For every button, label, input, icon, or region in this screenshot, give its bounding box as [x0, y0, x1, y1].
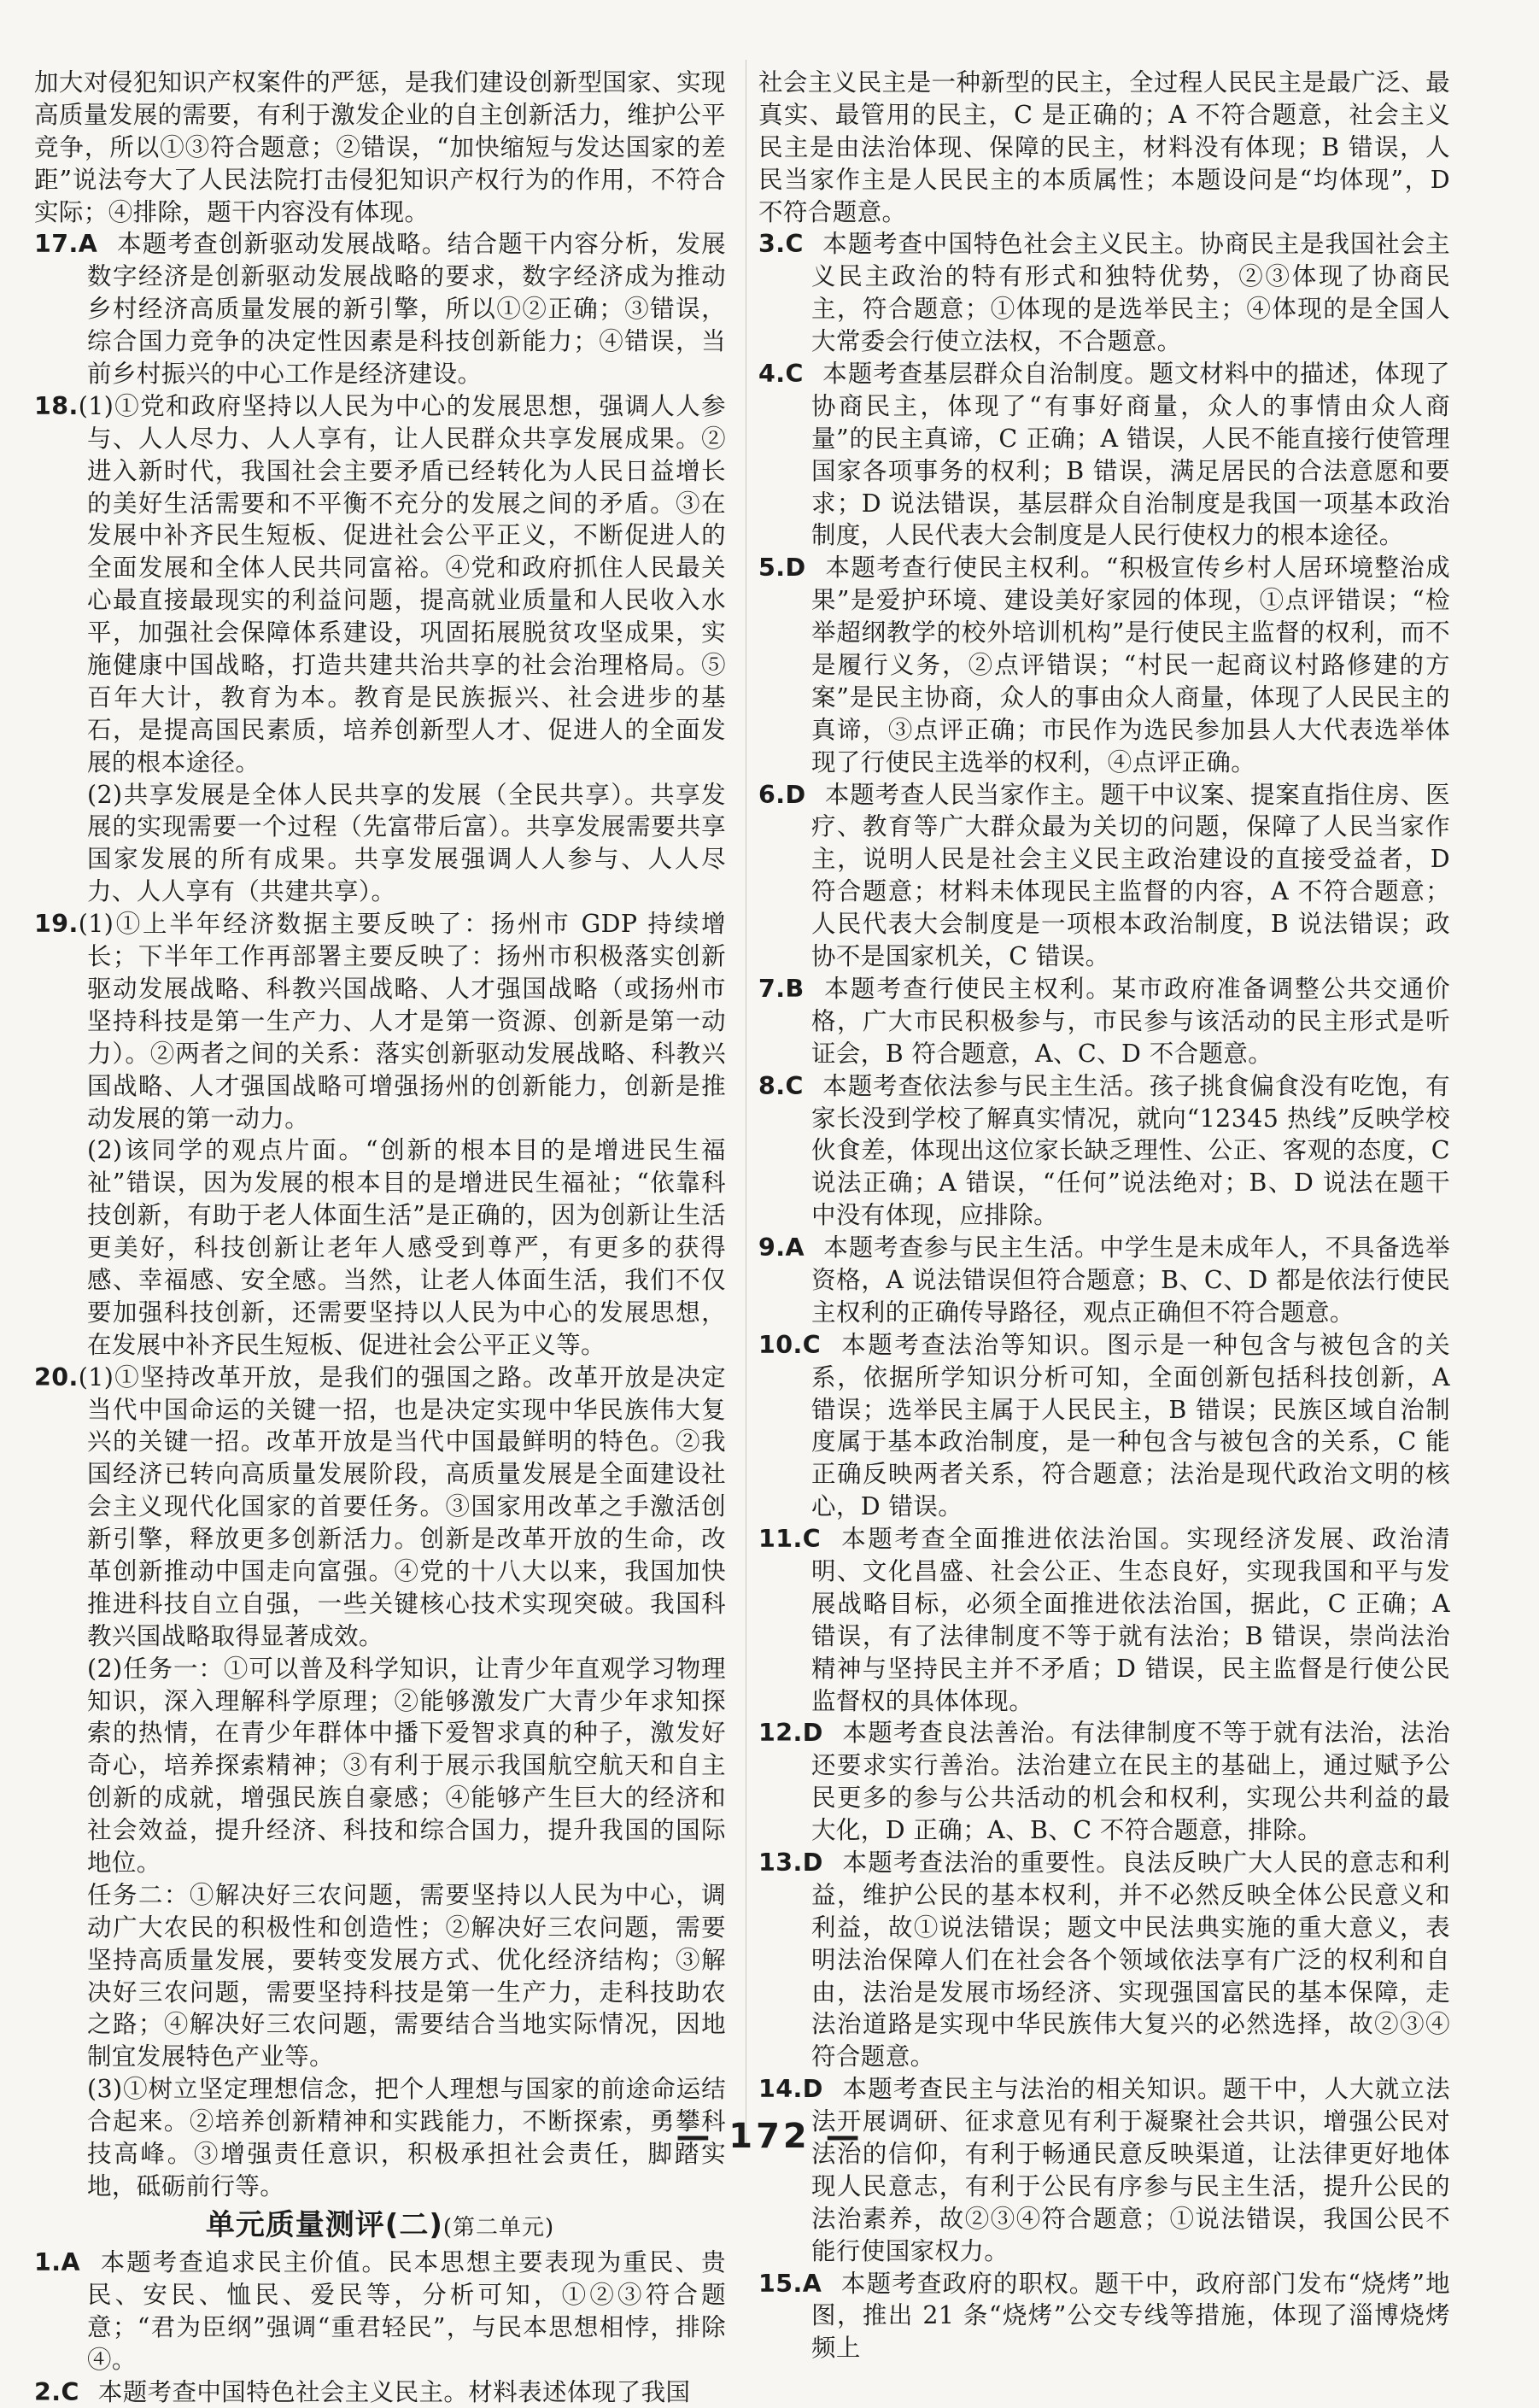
item-text: 本题考查依法参与民主生活。孩子挑食偏食没有吃饱，有家长没到学校了解真实情况，就向“12345 热线”反映学校伙食差，体现出这位家长缺乏理性、公正、客观的态度，C 说法正确；A 错误，“任何”说法绝对；B、D 说法在题干中没有体现，应排除。	[811, 1071, 1450, 1230]
item-text: 本题考查法治等知识。图示是一种包含与被包含的关系，依据所学知识分析可知，全面创新包括科技创新，A 错误；选举民主属于人民民主，B 错误；民族区域自治制度属于基本政治制度，是一种包含与被包含的关系，C 能正确反映两者关系，符合题意；法治是现代政治文明的核心，D 错误。	[811, 1330, 1450, 1521]
answer-item	[34, 228, 726, 390]
answer-item	[758, 1523, 1450, 1717]
item-number: 18.	[34, 391, 79, 420]
item-text: 本题考查人民当家作主。题干中议案、提案直指住房、医疗、教育等广大群众最为关切的问题，保障了人民当家作主，说明人民是社会主义民主政治建设的直接受益者，D 符合题意；材料未体现民主监督的内容，A 不符合题意；人民代表大会制度是一项根本政治制度，B 说法错误；政协不是国家机关，C 错误。	[811, 780, 1450, 971]
item-answer: D	[785, 780, 806, 809]
answer-item	[34, 2247, 726, 2376]
item-text: (1)①上半年经济数据主要反映了：扬州市 GDP 持续增长；下半年工作再部署主要反映了：扬州市积极落实创新驱动发展战略、科教兴国战略、人才强国战略（或扬州市坚持科技是第一生产力、人才是第一资源、创新是第一动力）。②两者之间的关系：落实创新驱动发展战略、科教兴国战略、人才强国战略可增强扬州的创新能力，创新是推动发展的第一动力。	[78, 910, 726, 1133]
item-number: 6.	[758, 780, 786, 809]
item-text: 本题考查全面推进依法治国。实现经济发展、政治清明、文化昌盛、社会公正、生态良好，实现我国和平与发展战略目标，必须全面推进依法治国，据此，C 正确；A 错误，有了法律制度不等于就有法治；B 错误，崇尚法治精神与坚持民主并不矛盾；D 错误，民主监督是行使公民监督权的具体体现。	[811, 1525, 1450, 1715]
item-text: 本题考查中国特色社会主义民主。材料表述体现了我国	[97, 2377, 691, 2406]
item-answer: D	[802, 1719, 823, 1748]
item-text: (1)①党和政府坚持以人民为中心的发展思想，强调人人参与、人人尽力、人人享有，让人民群众共享发展成果。②进入新时代，我国社会主要矛盾已经转化为人民日益增长的美好生活需要和不平衡不充分的发展之间的矛盾。③在发展中补齐民生短板、促进社会公平正义，不断促进人的全面发展和全体人民共同富裕。④党和政府抓住人民最关心最直接最现实的利益问题，提高就业质量和人民收入水平，加强社会保障体系建设，巩固拓展脱贫攻坚成果，实施健康中国战略，打造共建共治共享的社会治理格局。⑤百年大计，教育为本。教育是民族振兴、社会进步的基石，是提高国民素质，培养创新型人才、促进人的全面发展的根本途径。	[78, 391, 726, 776]
section-title-text: 单元质量测评(二)	[205, 2207, 443, 2242]
item-subpart: 任务二：①解决好三农问题，需要坚持以人民为中心，调动广大农民的积极性和创造性；②解决好三农问题，需要坚持高质量发展，要转变发展方式、优化经济结构；③解决好三农问题，需要坚持科技是第一生产力，走科技助农之路；④解决好三农问题，需要结合当地实际情况，因地制宜发展特色产业等。	[87, 1880, 726, 2071]
item-answer: C	[61, 2377, 79, 2406]
answer-item	[758, 1847, 1450, 2073]
answer-item	[758, 552, 1450, 778]
item-text: 本题考查中国特色社会主义民主。协商民主是我国社会主义民主政治的特有形式和独特优势，②③体现了协商民主，符合题意；①体现的是选举民主；④体现的是全国人大常委会行使立法权，不合题意。	[811, 230, 1450, 356]
item-subpart: (2)该同学的观点片面。“创新的根本目的是增进民生福祉”错误，因为发展的根本目的是增进民生福祉；“依靠科技创新，有助于老人体面生活”是正确的，因为创新让生活更美好，科技创新让老年人感受到尊严，有更多的获得感、幸福感、安全感。当然，让老人体面生活，我们不仅要加强科技创新，还需要坚持以人民为中心的发展思想，在发展中补齐民生短板、促进社会公平正义等。	[87, 1136, 726, 1359]
item-answer: A	[61, 2248, 80, 2276]
item-subpart: (2)任务一：①可以普及科学知识，让青少年直观学习物理知识，深入理解科学原理；②能够激发广大青少年求知探索的热情，在青少年群体中播下爱智求真的种子，激发好奇心，培养探索精神；③有利于展示我国航空航天和自主创新的成就，增强民族自豪感；④能够产生巨大的经济和社会效益，提升经济、科技和综合国力，提升我国的国际地位。	[87, 1654, 726, 1877]
page-number: — 172 —	[676, 2117, 863, 2156]
item-answer: A	[78, 230, 98, 259]
item-answer: C	[785, 230, 804, 259]
item-number: 10.	[758, 1330, 803, 1359]
answer-item	[758, 973, 1450, 1070]
item-subpart: (3)①树立坚定理想信念，把个人理想与国家的前途命运结合起来。②培养创新精神和实践能力，不断探索，勇攀科技高峰。③增强责任意识，积极承担社会责任，脚踏实地，砥砺前行等。	[87, 2075, 726, 2200]
item-text: 本题考查追求民主价值。民本思想主要表现为重民、贵民、安民、恤民、爱民等，分析可知，①②③符合题意；“君为臣纲”强调“重君轻民”，与民本思想相悖，排除④。	[87, 2248, 726, 2374]
item-number: 8.	[758, 1071, 786, 1100]
item-text: 本题考查参与民主生活。中学生是未成年人，不具备选举资格，A 说法错误但符合题意；B、C、D 都是依法行使民主权利的正确传导路径，观点正确但不符合题意。	[811, 1233, 1450, 1327]
item-number: 3.	[758, 230, 786, 259]
answer-item	[34, 1362, 726, 1653]
answer-item	[758, 358, 1450, 552]
item-number: 19.	[34, 910, 79, 939]
item-number: 15.	[758, 2269, 803, 2298]
item-number: 13.	[758, 1848, 803, 1877]
item-answer: C	[785, 360, 804, 389]
item-number: 2.	[34, 2377, 61, 2406]
item-number: 9.	[758, 1233, 786, 1263]
item-number: 12.	[758, 1719, 803, 1748]
answer-item	[758, 1329, 1450, 1523]
answer-item	[758, 1717, 1450, 1847]
item-answer: A	[785, 1233, 805, 1263]
item-number: 20.	[34, 1362, 79, 1391]
item-answer: D	[802, 1848, 823, 1877]
item-answer: C	[785, 1071, 804, 1100]
item-text: 本题考查行使民主权利。“积极宣传乡村人居环境整治成果”是爱护环境、建设美好家园的体现，①点评错误；“检举超纲教学的校外培训机构”是行使民主监督的权利，而不是履行义务，②点评错误；“村民一起商议村路修建的方案”是民主协商，众人的事由众人商量，体现了人民民主的真谛，③点评正确；市民作为选民参加县人大代表选举体现了行使民主选举的权利，④点评正确。	[811, 554, 1450, 776]
answer-item	[34, 390, 726, 779]
answer-item	[758, 2268, 1450, 2365]
item-text: 本题考查政府的职权。题干中，政府部门发布“烧烤”地图，推出 21 条“烧烤”公交专线等措施，体现了淄博烧烤频上	[811, 2269, 1450, 2363]
item-answer: B	[785, 974, 805, 1003]
left-intro: 加大对侵犯知识产权案件的严惩，是我们建设创新型国家、实现高质量发展的需要，有利于激发企业的自主创新活力，维护公平竞争，所以①③符合题意；②错误，“加快缩短与发达国家的差距”说法夸大了人民法院打击侵犯知识产权行为的作用，不符合实际；④排除，题干内容没有体现。	[34, 68, 726, 226]
answer-item	[34, 2376, 726, 2408]
item-number: 1.	[34, 2248, 61, 2276]
item-number: 14.	[758, 2075, 803, 2104]
item-number: 4.	[758, 360, 786, 389]
item-answer: A	[802, 2269, 822, 2298]
section-note: (第二单元)	[442, 2214, 555, 2241]
item-text: 本题考查法治的重要性。良法反映广大人民的意志和利益，维护公民的基本权利，并不必然反映全体公民意义和利益，故①说法错误；题文中民法典实施的重大意义，表明法治保障人们在社会各个领域依法享有广泛的权利和自由，法治是发展市场经济、实现强国富民的基本保障，走法治道路是实现中华民族伟大复兴的必然选择，故②③④符合题意。	[811, 1848, 1450, 2071]
item-text: 本题考查基层群众自治制度。题文材料中的描述，体现了协商民主，体现了“有事好商量，众人的事情由众人商量”的民主真谛，C 正确；A 错误，人民不能直接行使管理国家各项事务的权利；B 错误，满足居民的合法意愿和要求；D 说法错误，基层群众自治制度是我国一项基本政治制度，人民代表大会制度是人民行使权力的根本途径。	[811, 360, 1450, 550]
item-number: 7.	[758, 974, 786, 1003]
right-column	[758, 67, 1450, 2364]
section-title	[34, 2206, 726, 2245]
item-subpart: (2)共享发展是全体人民共享的发展（全民共享）。共享发展的实现需要一个过程（先富带后富）。共享发展需要共享国家发展的所有成果。共享发展强调人人参与、人人尽力、人人享有（共建共享）。	[87, 780, 726, 906]
item-answer: D	[785, 554, 806, 583]
left-column	[34, 67, 726, 2408]
item-text: (1)①坚持改革开放，是我们的强国之路。改革开放是决定当代中国命运的关键一招，也是决定实现中华民族伟大复兴的关键一招。改革开放是当代中国最鲜明的特色。②我国经济已转向高质量发展阶段，高质量发展是全面建设社会主义现代化国家的首要任务。③国家用改革之手激活创新引擎，释放更多创新活力。创新是改革开放的生命，改革创新推动中国走向富强。④党的十八大以来，我国加快推进科技自立自强，一些关键核心技术实现突破。我国科教兴国战略取得显著成效。	[78, 1362, 726, 1650]
item-number: 11.	[758, 1525, 803, 1554]
answer-item	[34, 908, 726, 1134]
right-intro: 社会主义民主是一种新型的民主，全过程人民民主是最广泛、最真实、最管用的民主，C 是正确的；A 不符合题意，社会主义民主是由法治体现、保障的民主，材料没有体现；B 错误，人民当家作主是人民民主的本质属性；本题设问是“均体现”，D 不符合题意。	[758, 68, 1450, 226]
item-answer: C	[802, 1330, 822, 1359]
item-text: 本题考查良法善治。有法律制度不等于就有法治，法治还要求实行善治。法治建立在民主的基础上，通过赋予公民更多的参与公共活动的机会和权利，实现公共利益的最大化，D 正确；A、B、C 不符合题意，排除。	[811, 1719, 1450, 1845]
item-answer: C	[802, 1525, 822, 1554]
item-text: 本题考查民主与法治的相关知识。题干中，人大就立法法开展调研、征求意见有利于凝聚社会共识，增强公民对法治的信仰，有利于畅通民意反映渠道，让法律更好地体现人民意志，有利于公民有序参与民主生活，提升公民的法治素养，故②③④符合题意；①说法错误，我国公民不能行使国家权力。	[811, 2075, 1450, 2265]
item-answer: D	[802, 2075, 823, 2104]
answer-item	[758, 2073, 1450, 2267]
answer-item	[758, 1232, 1450, 1329]
item-number: 5.	[758, 554, 786, 583]
answer-item	[758, 1070, 1450, 1232]
item-number: 17.	[34, 230, 79, 259]
answer-item	[758, 779, 1450, 973]
item-text: 本题考查创新驱动发展战略。结合题干内容分析，发展数字经济是创新驱动发展战略的要求，数字经济成为推动乡村经济高质量发展的新引擎，所以①②正确；③错误，综合国力竞争的决定性因素是科技创新能力；④错误，当前乡村振兴的中心工作是经济建设。	[87, 230, 726, 389]
item-text: 本题考查行使民主权利。某市政府准备调整公共交通价格，广大市民积极参与，市民参与该活动的民主形式是听证会，B 符合题意，A、C、D 不合题意。	[811, 974, 1450, 1068]
answer-item	[758, 228, 1450, 358]
